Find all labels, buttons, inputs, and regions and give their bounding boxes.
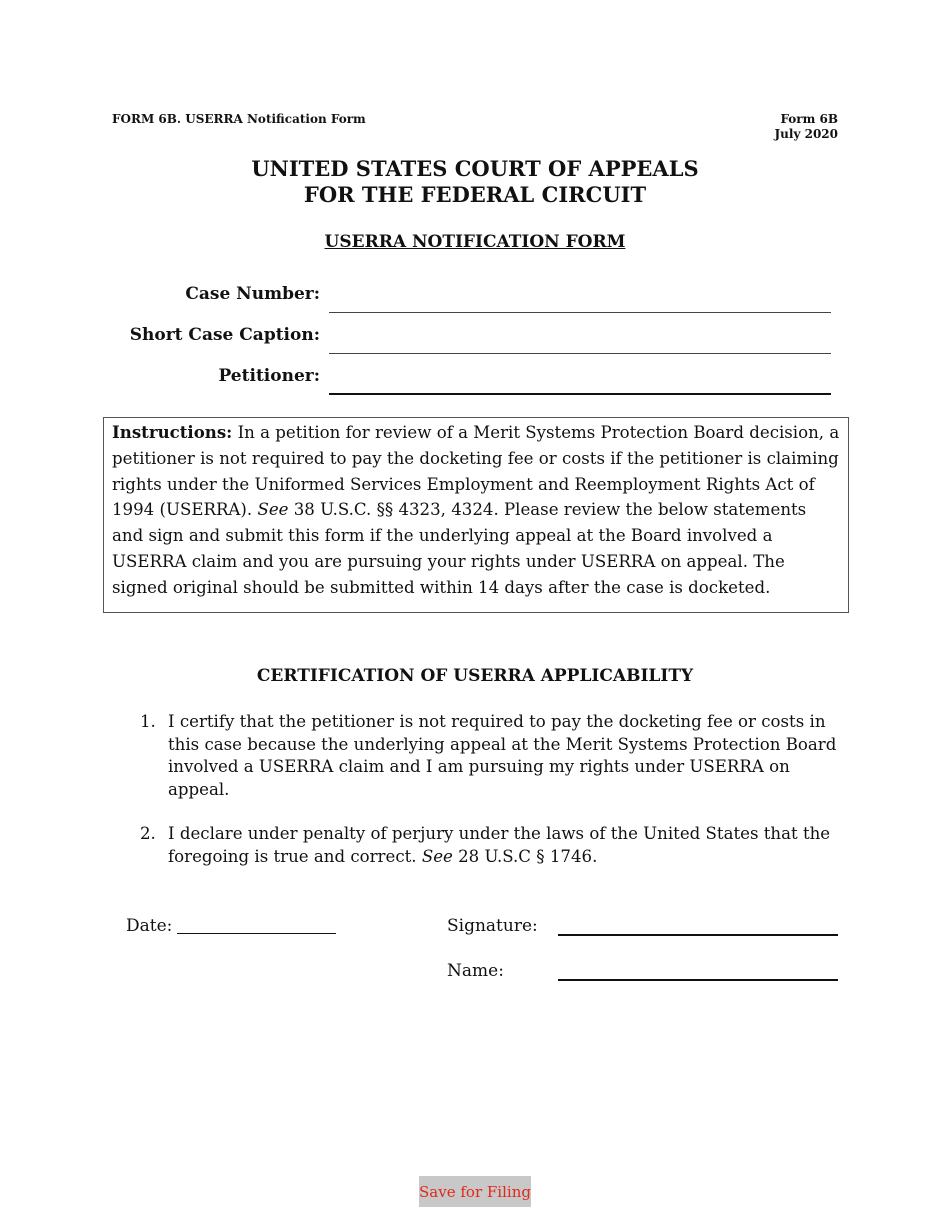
court-title-line1: UNITED STATES COURT OF APPEALS [251, 156, 699, 181]
short-case-caption-field[interactable] [329, 329, 831, 354]
certification-item-2 [140, 823, 840, 868]
item-text [168, 823, 840, 868]
item-text: I certify that the petitioner is not required to pay the docketing fee or costs in this case because the underlying appeal at the Merit Systems Protection Board involved a USERRA claim and I am pursuing my rights under USERRA on appeal. [168, 712, 837, 799]
signature-label: Signature: [447, 916, 538, 936]
item-2-text-a: I declare under penalty of perjury under the laws of the United States that the foregoing is true and correct. [168, 824, 831, 866]
court-title [0, 156, 950, 208]
certification-item-1 [140, 711, 840, 801]
instructions-box [103, 417, 849, 613]
date-field[interactable] [177, 932, 336, 934]
instructions-text-b: 38 U.S.C. §§ 4323, 4324. Please review the below statements and sign and submit this form if the underlying appeal at the Board involved a USERRA claim and you are pursuing your rights under USERRA on appeal. The signed original should be submitted within 14 days after the case is docketed. [112, 500, 807, 597]
case-number-label: Case Number: [185, 284, 320, 304]
signature-field[interactable] [558, 933, 838, 936]
instructions-see: See [257, 500, 289, 520]
form-title: USERRA NOTIFICATION FORM [324, 232, 626, 252]
certification-title: CERTIFICATION OF USERRA APPLICABILITY [256, 666, 694, 686]
item-2-text-b: 28 U.S.C § 1746. [452, 846, 598, 866]
item-number: 2. [140, 824, 156, 843]
form-header-meta [774, 112, 838, 142]
court-title-line2: FOR THE FEDERAL CIRCUIT [303, 182, 647, 207]
short-case-caption-label: Short Case Caption: [129, 325, 320, 345]
name-label: Name: [447, 961, 504, 981]
form-number: Form 6B [780, 112, 838, 126]
form-revision-date: July 2020 [774, 127, 838, 141]
instructions-label: Instructions: [112, 422, 233, 442]
name-field[interactable] [558, 978, 838, 981]
save-for-filing-button[interactable]: Save for Filing [419, 1176, 531, 1207]
case-number-field[interactable] [329, 288, 831, 313]
petitioner-label: Petitioner: [218, 366, 320, 386]
petitioner-field[interactable] [329, 369, 831, 395]
form-header-label: FORM 6B. USERRA Notification Form [112, 112, 366, 126]
item-number: 1. [140, 712, 156, 731]
instructions-text-a: In a petition for review of a Merit Systems Protection Board decision, a petitioner is not required to pay the docketing fee or costs if the petitioner is claiming rights under the Uniformed Services Employment and Reemployment Rights Act of 1994 (USERRA). [112, 423, 840, 520]
item-2-see: See [421, 846, 453, 866]
date-label: Date: [126, 916, 173, 936]
